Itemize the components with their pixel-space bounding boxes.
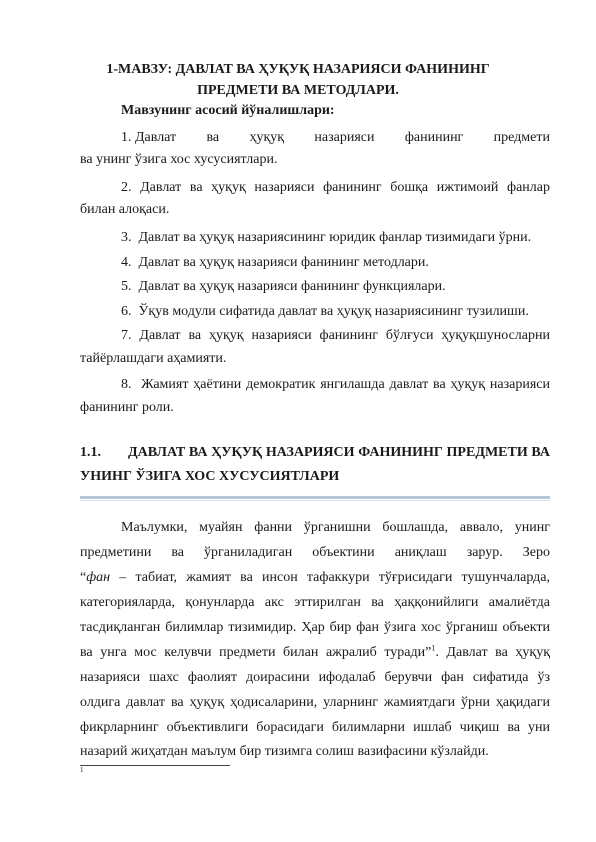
body-line-6: [80, 643, 550, 663]
body-line-10: назарий жиҳатдан маълум бир тизимга солиш вазифасини кўзлайди.: [80, 744, 489, 759]
outline-item-1-word: предмети: [493, 130, 550, 145]
outline-item-7: 7. Давлат ва ҳуқуқ назарияси фанининг бўлғуси ҳуқуқшуносларни: [121, 328, 550, 343]
outline-item-1-word: назарияси: [314, 130, 375, 145]
body-line-8: олдига давлат ва ҳуқуқ ҳодисаларини, уларнинг жамиятдаги ўрни ҳақидаги: [80, 695, 550, 710]
outline-item-7-continued: тайёрлашдаги аҳамияти.: [80, 351, 227, 366]
body-line-2-word: объектини: [312, 545, 375, 560]
outline-item-2: 2. Давлат ва ҳуқуқ назарияси фанининг бошқа ижтимоий фанлар: [121, 180, 550, 195]
body-line-4: категорияларда, қонунларда акс эттирилган ва ҳаққонийлиги амалиётда: [80, 595, 550, 610]
body-line-2-word: аниқлаш: [394, 545, 447, 560]
outline-item-3: 3. Давлат ва ҳуқуқ назариясининг юридик фанлар тизимидаги ўрни.: [121, 230, 532, 245]
outline-item-1-word: ҳуқуқ: [249, 130, 285, 145]
body-line-5: тасдиқланган билимлар тизимидир. Ҳар бир фан ўзига хос ўрганиш объекти: [80, 620, 550, 635]
section-heading-line-2: УНИНГ ЎЗИГА ХОС ХУСУСИЯТЛАРИ: [80, 469, 340, 484]
page-title-line-1: 1-МАВЗУ: ДАВЛАТ ВА ҲУҚУҚ НАЗАРИЯСИ ФАНИНИНГ: [106, 62, 490, 77]
body-line-2-word: предметини: [80, 545, 152, 560]
body-line-3: [80, 568, 550, 588]
outline-item-4: 4. Давлат ва ҳуқуқ назарияси фанининг методлари.: [121, 255, 429, 270]
outline-item-1-word: 1. Давлат: [121, 130, 177, 145]
outline-item-8-continued: фанининг роли.: [80, 400, 174, 415]
body-line-2-word: зарур.: [466, 545, 503, 560]
body-line-6-a: ва унга мос келувчи предмети билан ажралиб туради”: [80, 645, 432, 660]
body-line-7: назарияси шахс фаолият доирасини ифодалаб берувчи фан сифатида ўз: [80, 670, 550, 685]
outline-item-2-continued: билан алоқаси.: [80, 202, 170, 217]
body-line-2-word: Зеро: [522, 545, 550, 560]
outline-item-6: 6. Ўқув модули сифатида давлат ва ҳуқуқ назариясининг тузилиши.: [121, 304, 529, 319]
body-line-2-word: ўрганиладиган: [203, 545, 293, 560]
body-line-2-word: ва: [171, 545, 184, 560]
body-line-6-b: . Давлат ва ҳуқуқ: [435, 645, 550, 660]
outline-item-8: 8. Жамият ҳаётини демократик янгилашда давлат ва ҳуқуқ назарияси: [121, 377, 550, 392]
body-line-1: Маълумки, муайян фанни ўрганишни бошлашда, аввало, унинг: [121, 520, 550, 535]
section-divider: [80, 496, 550, 499]
italic-term: фан: [86, 570, 111, 585]
outline-item-1: [121, 128, 550, 148]
open-quote: “: [80, 570, 87, 585]
body-line-2: [80, 543, 550, 563]
outline-heading: Мавзунинг асосий йўналишлари:: [121, 103, 335, 118]
body-line-9: фикрларнинг объективлиги борасидаги билимларни ишлаб чиқиш ва уни: [80, 720, 550, 735]
outline-item-1-word: ва: [206, 130, 220, 145]
footnote-mark: 1: [80, 766, 84, 774]
outline-item-1-continued: ва унинг ўзига хос хусусиятлари.: [80, 152, 278, 167]
footnote-separator: [80, 765, 230, 766]
section-number: 1.1.: [80, 445, 101, 460]
page-title-line-2: ПРЕДМЕТИ ВА МЕТОДЛАРИ.: [197, 83, 399, 98]
outline-item-1-word: фанининг: [404, 130, 464, 145]
section-heading-line-1: ДАВЛАТ ВА ҲУҚУҚ НАЗАРИЯСИ ФАНИНИНГ ПРЕДМЕТИ ВА: [128, 445, 550, 460]
section-divider-shadow: [80, 500, 550, 501]
body-line-3-rest: – табиат, жамият ва инсон тафаккури тўғрисидаги тушунчаларда,: [110, 570, 550, 585]
footnote-reference[interactable]: 1: [431, 643, 436, 653]
outline-item-5: 5. Давлат ва ҳуқуқ назарияси фанининг функциялари.: [121, 279, 446, 294]
